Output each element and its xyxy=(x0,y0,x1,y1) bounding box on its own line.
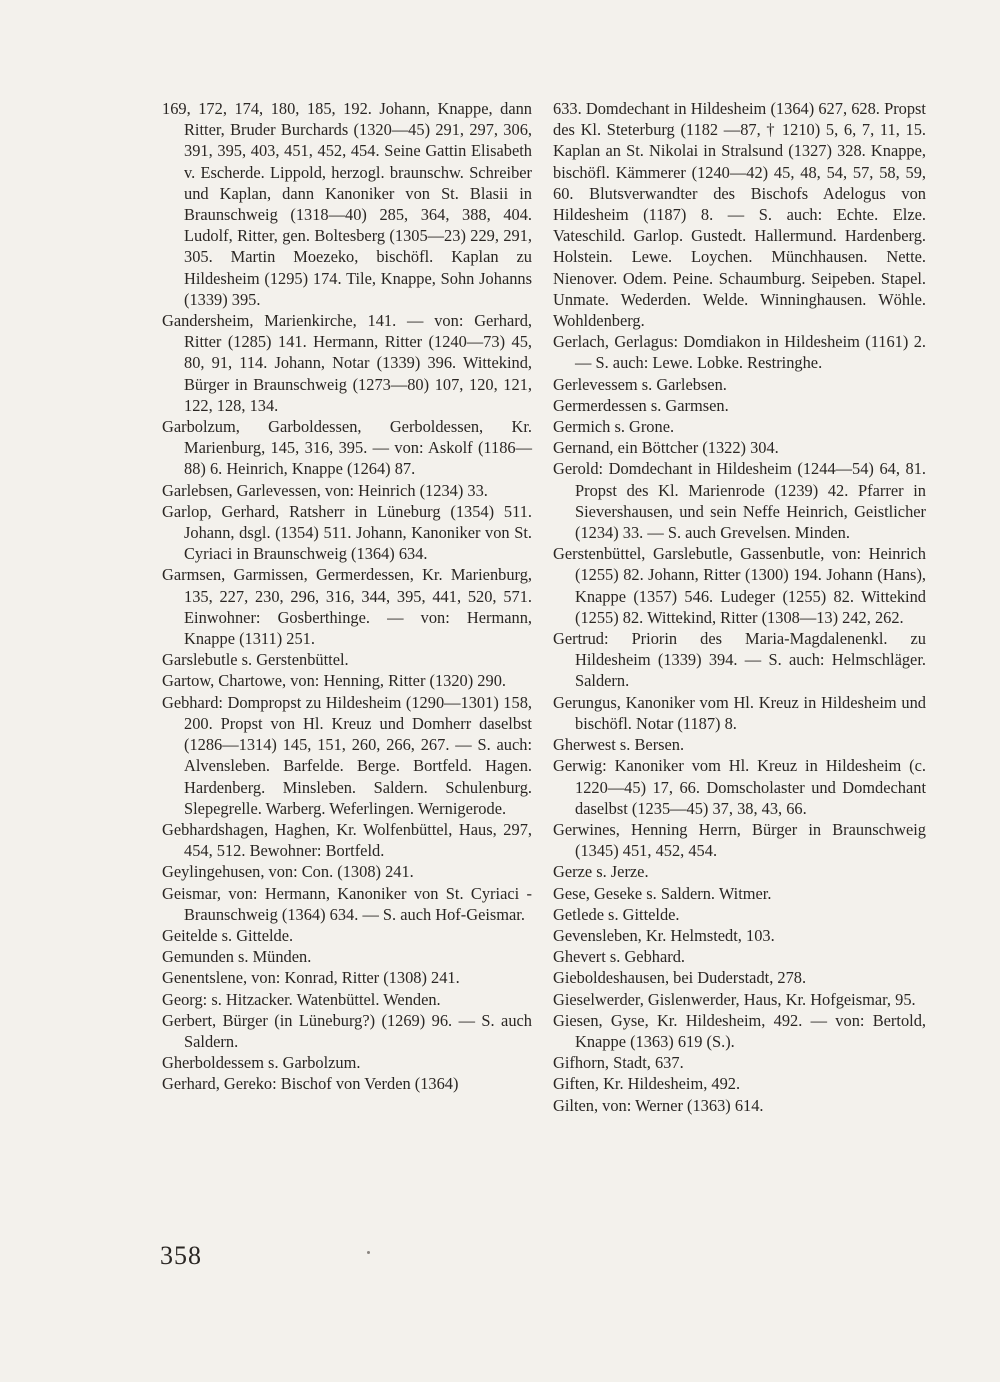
index-entry: Ghevert s. Gebhard. xyxy=(553,947,685,967)
index-entry: Garlebsen, Garlevessen, von: Heinrich (1234) 33. xyxy=(162,480,488,500)
index-entry: Getlede s. Gittelde. xyxy=(553,904,680,924)
index-entry: Gieselwerder, Gislenwerder, Haus, Kr. Hofgeismar, 95. xyxy=(553,989,916,1009)
index-entry: Gebhard: Dompropst zu Hildesheim (1290—1301) 158, 200. Propst von Hl. Kreuz und Domherr daselbst (1286—1314) 145, 151, 260, 266, 267. — S. auch: Alvensleben. Barfelde. Berge. Bortfeld. Hagen. Hardenberg. Minsleben. Saldern. Schulenburg. Slepegrelle. Warberg. Weferlingen. Wernigerode. xyxy=(162,692,532,818)
index-entry: Germich s. Grone. xyxy=(553,417,675,437)
index-entry: Gerungus, Kanoniker vom Hl. Kreuz in Hildesheim und bischöfl. Notar (1187) 8. xyxy=(553,692,926,733)
index-entry: Germerdessen s. Garmsen. xyxy=(553,395,729,415)
index-entry: Garlop, Gerhard, Ratsherr in Lüneburg (1354) 511. Johann, dsgl. (1354) 511. Johann, Kanoniker von St. Cyriaci in Braunschweig (1364) 634. xyxy=(162,501,532,564)
index-entry: Geismar, von: Hermann, Kanoniker von St. Cyriaci - Braunschweig (1364) 634. — S. auch Hof-Geismar. xyxy=(162,883,532,924)
index-entry: Gerze s. Jerze. xyxy=(553,862,649,882)
index-entry: Genentslene, von: Konrad, Ritter (1308) 241. xyxy=(162,968,460,988)
index-entry: Gieboldeshausen, bei Duderstadt, 278. xyxy=(553,968,807,988)
index-entry: Geitelde s. Gittelde. xyxy=(162,925,294,945)
index-entry: 169, 172, 174, 180, 185, 192. Johann, Knappe, dann Ritter, Bruder Burchards (1320—45) 291, 297, 306, 391, 395, 403, 451, 452, 454. Seine Gattin Elisabeth v. Escherde. Lippold, herzogl. braunschw. Schreiber und Kaplan, dann Kanoniker von St. Blasii in Braunschweig (1318—40) 285, 364, 388, 404. Ludolf, Ritter, gen. Boltesberg (1305—23) 229, 291, 305. Martin Moezeko, bischöfl. Kaplan zu Hildesheim (1295) 174. Tile, Knappe, Sohn Johanns (1339) 395. xyxy=(162,99,532,309)
index-entry: Giften, Kr. Hildesheim, 492. xyxy=(553,1074,741,1094)
index-entry: Garslebutle s. Gerstenbüttel. xyxy=(162,650,349,670)
index-entry: Gertrud: Priorin des Maria-Magdalenenkl. zu Hildesheim (1339) 394. — S. auch: Helmschläger. Saldern. xyxy=(553,629,926,691)
index-entry: Geylingehusen, von: Con. (1308) 241. xyxy=(162,862,414,882)
index-entry: Gerhard, Gereko: Bischof von Verden (1364) xyxy=(162,1074,459,1094)
index-entry: Gherboldessem s. Garbolzum. xyxy=(162,1053,361,1073)
index-entry: Gherwest s. Bersen. xyxy=(553,735,685,755)
index-entry: Gerwig: Kanoniker vom Hl. Kreuz in Hildesheim (c. 1220—45) 17, 66. Domscholaster und Domdechant daselbst (1235—45) 37, 38, 43, 66. xyxy=(553,756,926,818)
index-entry: Georg: s. Hitzacker. Watenbüttel. Wenden. xyxy=(162,989,441,1009)
ink-speck xyxy=(367,1251,370,1254)
index-entry: Gerstenbüttel, Garslebutle, Gassenbutle, von: Heinrich (1255) 82. Johann, Ritter (1300) 194. Johann (Hans), Knappe (1357) 546. Ludeger (1255) 82. Wittekind (1255) 82. Wittekind, Ritter (1308—13) 242, 262. xyxy=(553,544,926,627)
index-entry: Gerold: Domdechant in Hildesheim (1244—54) 64, 81. Propst des Kl. Marienrode (1239) 42. Pfarrer in Sievershausen, und sein Neffe Heinrich, Geistlicher (1234) 33. — S. auch Grevelsen. Minden. xyxy=(553,459,926,543)
index-entry: Gilten, von: Werner (1363) 614. xyxy=(553,1095,764,1115)
index-entry: Gerlach, Gerlagus: Domdiakon in Hildesheim (1161) 2. — S. auch: Lewe. Lobke. Restringhe. xyxy=(553,332,926,373)
index-entry: 633. Domdechant in Hildesheim (1364) 627, 628. Propst des Kl. Steterburg (1182 —87, † 1210) 5, 6, 7, 11, 15. Kaplan an St. Nikolai in Stralsund (1327) 328. Knappe, bischöfl. Kämmerer (1240—42) 45, 48, 54, 57, 58, 59, 60. Blutsverwandter des Bischofs Adelogus von Hildesheim (1187) 8. — S. auch: Echte. Elze. Vateschild. Garlop. Gustedt. Hallermund. Hardenberg. Holstein. Lewe. Loychen. Münchhausen. Nette. Nienover. Odem. Peine. Schaumburg. Seipeben. Stapel. Unmate. Wederden. Welde. Winninghausen. Wöhle. Wohldenberg. xyxy=(553,99,926,331)
index-entry: Gerbert, Bürger (in Lüneburg?) (1269) 96. — S. auch Saldern. xyxy=(162,1010,532,1051)
index-entry: Gese, Geseke s. Saldern. Witmer. xyxy=(553,883,772,903)
left-column xyxy=(162,98,532,1095)
index-entry: Garbolzum, Garboldessen, Gerboldessen, Kr. Marienburg, 145, 316, 395. — von: Askolf (1186—88) 6. Heinrich, Knappe (1264) 87. xyxy=(162,417,532,479)
index-entry: Gebhardshagen, Haghen, Kr. Wolfenbüttel, Haus, 297, 454, 512. Bewohner: Bortfeld. xyxy=(162,819,532,861)
index-entry: Gemunden s. Münden. xyxy=(162,947,312,967)
page-number: 358 xyxy=(160,1241,202,1270)
index-entry: Gartow, Chartowe, von: Henning, Ritter (1320) 290. xyxy=(162,671,506,691)
index-entry: Gerlevessem s. Garlebsen. xyxy=(553,374,727,394)
index-entry: Gernand, ein Böttcher (1322) 304. xyxy=(553,438,779,458)
index-entry: Gerwines, Henning Herrn, Bürger in Braunschweig (1345) 451, 452, 454. xyxy=(553,819,926,861)
index-entry: Gevensleben, Kr. Helmstedt, 103. xyxy=(553,925,775,945)
right-column xyxy=(553,98,926,1116)
index-entry: Gandersheim, Marienkirche, 141. — von: Gerhard, Ritter (1285) 141. Hermann, Ritter (1240—73) 45, 80, 91, 114. Johann, Notar (1339) 396. Wittekind, Bürger in Braunschweig (1273—80) 107, 120, 121, 122, 128, 134. xyxy=(162,311,532,415)
index-entry: Gifhorn, Stadt, 637. xyxy=(553,1053,684,1073)
index-entry: Garmsen, Garmissen, Germerdessen, Kr. Marienburg, 135, 227, 230, 296, 316, 344, 395, 441, 520, 571. Einwohner: Gosberthinge. — von: Hermann, Knappe (1311) 251. xyxy=(162,565,532,649)
index-entry: Giesen, Gyse, Kr. Hildesheim, 492. — von: Bertold, Knappe (1363) 619 (S.). xyxy=(553,1010,926,1051)
